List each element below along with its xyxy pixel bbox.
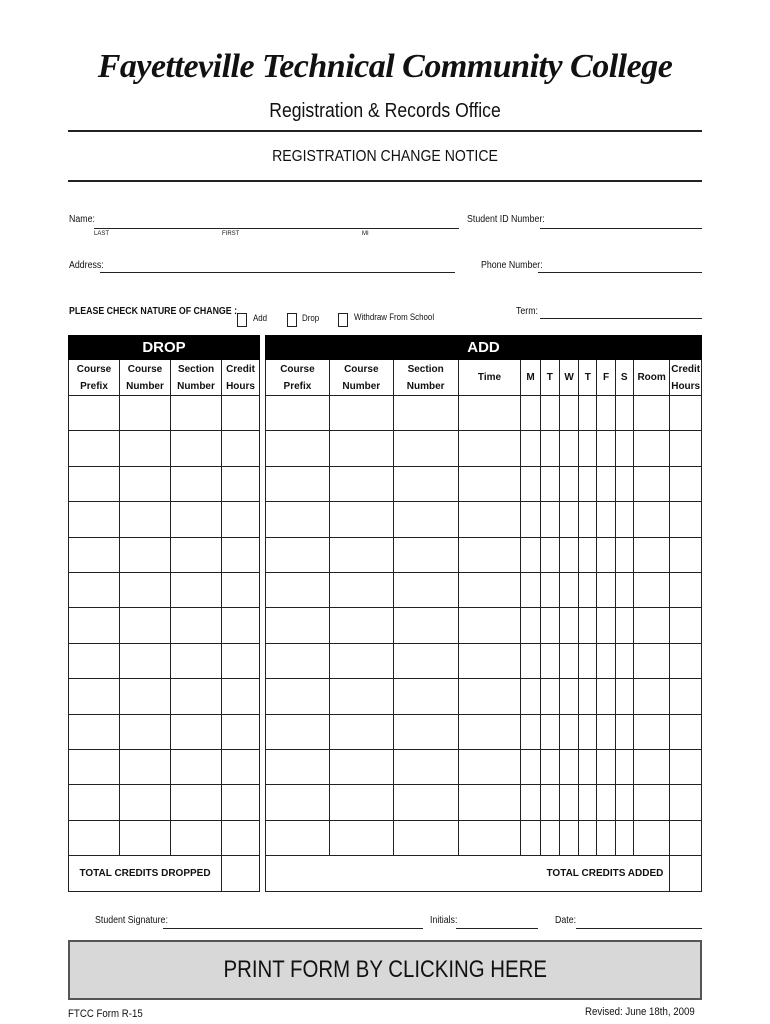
add-cell[interactable] <box>670 679 702 714</box>
drop-cell[interactable] <box>69 679 120 714</box>
add-cell[interactable] <box>633 466 669 501</box>
add-cell[interactable] <box>615 785 633 820</box>
drop-cell[interactable] <box>69 431 120 466</box>
add-cell[interactable] <box>615 537 633 572</box>
date-label: Date: <box>555 915 577 926</box>
add-cell[interactable] <box>597 431 615 466</box>
add-cell[interactable] <box>329 820 393 855</box>
drop-cell[interactable] <box>69 820 120 855</box>
initials-field[interactable] <box>456 928 538 929</box>
drop-col-credit-hours: Credit Hours <box>222 360 260 396</box>
add-cell[interactable] <box>670 643 702 678</box>
add-cell[interactable] <box>633 679 669 714</box>
add-cell[interactable] <box>615 820 633 855</box>
add-cell[interactable] <box>615 608 633 643</box>
add-cell[interactable] <box>540 820 559 855</box>
add-row <box>266 714 702 749</box>
drop-cell[interactable] <box>120 749 171 784</box>
drop-row <box>69 608 260 643</box>
add-cell[interactable] <box>458 431 521 466</box>
initials-label: Initials: <box>430 915 458 926</box>
drop-cell[interactable] <box>69 608 120 643</box>
add-cell[interactable] <box>393 431 458 466</box>
add-cell[interactable] <box>521 785 540 820</box>
add-cell[interactable] <box>458 643 521 678</box>
add-cell[interactable] <box>329 572 393 607</box>
add-cell[interactable] <box>615 643 633 678</box>
add-cell[interactable] <box>458 679 521 714</box>
add-cell[interactable] <box>559 431 578 466</box>
add-cell[interactable] <box>393 608 458 643</box>
add-cell[interactable] <box>579 785 597 820</box>
add-cell[interactable] <box>597 820 615 855</box>
add-cell[interactable] <box>633 749 669 784</box>
drop-cell[interactable] <box>69 396 120 431</box>
add-cell[interactable] <box>670 714 702 749</box>
add-col-sat: S <box>615 360 633 396</box>
add-cell[interactable] <box>329 749 393 784</box>
add-cell[interactable] <box>266 431 330 466</box>
drop-cell[interactable] <box>69 643 120 678</box>
add-cell[interactable] <box>393 820 458 855</box>
add-cell[interactable] <box>329 643 393 678</box>
drop-cell[interactable] <box>120 608 171 643</box>
address-field[interactable] <box>100 272 455 273</box>
add-cell[interactable] <box>458 572 521 607</box>
add-cell[interactable] <box>579 679 597 714</box>
add-col-fri: F <box>597 360 615 396</box>
add-cell[interactable] <box>670 749 702 784</box>
add-cell[interactable] <box>521 537 540 572</box>
drop-cell[interactable] <box>171 643 222 678</box>
add-cell[interactable] <box>521 608 540 643</box>
phone-label: Phone Number: <box>481 260 543 271</box>
add-checkbox[interactable] <box>237 313 247 327</box>
add-cell[interactable] <box>670 466 702 501</box>
student-id-field[interactable] <box>540 228 702 229</box>
add-cell[interactable] <box>521 396 540 431</box>
drop-cell[interactable] <box>171 608 222 643</box>
add-cell[interactable] <box>633 714 669 749</box>
drop-row <box>69 749 260 784</box>
drop-cell[interactable] <box>222 643 260 678</box>
add-col-course-prefix: Course Prefix <box>266 360 330 396</box>
add-cell[interactable] <box>521 502 540 537</box>
add-cell[interactable] <box>393 396 458 431</box>
add-table <box>265 335 702 892</box>
add-option-label: Add <box>253 313 268 323</box>
drop-cell[interactable] <box>171 466 222 501</box>
drop-cell[interactable] <box>69 749 120 784</box>
add-col-mon: M <box>521 360 540 396</box>
add-cell[interactable] <box>559 643 578 678</box>
add-col-credit-hours: Credit Hours <box>670 360 702 396</box>
total-credits-dropped-cell[interactable] <box>222 856 260 892</box>
add-cell[interactable] <box>597 785 615 820</box>
add-cell[interactable] <box>559 537 578 572</box>
add-cell[interactable] <box>670 785 702 820</box>
add-cell[interactable] <box>458 396 521 431</box>
drop-cell[interactable] <box>120 820 171 855</box>
add-cell[interactable] <box>521 466 540 501</box>
drop-cell[interactable] <box>222 608 260 643</box>
add-cell[interactable] <box>597 749 615 784</box>
add-cell[interactable] <box>458 749 521 784</box>
add-cell[interactable] <box>540 396 559 431</box>
drop-cell[interactable] <box>222 820 260 855</box>
add-cell[interactable] <box>559 608 578 643</box>
drop-row <box>69 572 260 607</box>
add-cell[interactable] <box>597 608 615 643</box>
add-col-thu: T <box>579 360 597 396</box>
total-credits-dropped-label: TOTAL CREDITS DROPPED <box>69 856 222 892</box>
drop-table <box>68 335 260 892</box>
drop-cell[interactable] <box>171 679 222 714</box>
add-cell[interactable] <box>393 537 458 572</box>
drop-row <box>69 785 260 820</box>
add-cell[interactable] <box>393 502 458 537</box>
add-row <box>266 749 702 784</box>
drop-option-label: Drop <box>302 313 320 323</box>
drop-row <box>69 537 260 572</box>
add-cell[interactable] <box>540 572 559 607</box>
add-cell[interactable] <box>266 679 330 714</box>
add-cell[interactable] <box>615 396 633 431</box>
add-cell[interactable] <box>579 502 597 537</box>
add-cell[interactable] <box>329 466 393 501</box>
add-cell[interactable] <box>540 679 559 714</box>
drop-cell[interactable] <box>120 502 171 537</box>
drop-cell[interactable] <box>120 679 171 714</box>
add-cell[interactable] <box>521 749 540 784</box>
add-cell[interactable] <box>559 396 578 431</box>
add-cell[interactable] <box>266 502 330 537</box>
add-cell[interactable] <box>458 785 521 820</box>
add-cell[interactable] <box>670 502 702 537</box>
drop-cell[interactable] <box>120 572 171 607</box>
add-cell[interactable] <box>615 502 633 537</box>
add-cell[interactable] <box>579 749 597 784</box>
drop-cell[interactable] <box>222 714 260 749</box>
add-col-course-number: Course Number <box>329 360 393 396</box>
drop-row <box>69 466 260 501</box>
add-cell[interactable] <box>633 572 669 607</box>
add-cell[interactable] <box>266 820 330 855</box>
add-cell[interactable] <box>670 431 702 466</box>
add-cell[interactable] <box>579 820 597 855</box>
drop-cell[interactable] <box>171 537 222 572</box>
drop-cell[interactable] <box>222 679 260 714</box>
add-cell[interactable] <box>615 749 633 784</box>
add-row <box>266 608 702 643</box>
drop-row <box>69 714 260 749</box>
add-cell[interactable] <box>329 714 393 749</box>
drop-cell[interactable] <box>120 396 171 431</box>
add-col-wed: W <box>559 360 578 396</box>
student-id-label: Student ID Number: <box>467 214 545 225</box>
drop-row <box>69 502 260 537</box>
add-cell[interactable] <box>559 820 578 855</box>
drop-cell[interactable] <box>120 643 171 678</box>
add-cell[interactable] <box>266 714 330 749</box>
drop-cell[interactable] <box>69 572 120 607</box>
drop-cell[interactable] <box>69 785 120 820</box>
drop-col-course-number: Course Number <box>120 360 171 396</box>
add-cell[interactable] <box>579 572 597 607</box>
add-cell[interactable] <box>540 537 559 572</box>
student-signature-label: Student Signature: <box>95 915 168 926</box>
drop-cell[interactable] <box>120 466 171 501</box>
add-cell[interactable] <box>329 431 393 466</box>
name-label: Name: <box>69 214 95 225</box>
drop-cell[interactable] <box>222 431 260 466</box>
add-cell[interactable] <box>579 396 597 431</box>
add-cell[interactable] <box>670 396 702 431</box>
add-cell[interactable] <box>633 502 669 537</box>
drop-cell[interactable] <box>171 785 222 820</box>
add-cell[interactable] <box>329 608 393 643</box>
last-caption: LAST <box>94 231 110 237</box>
drop-cell[interactable] <box>222 396 260 431</box>
add-cell[interactable] <box>540 749 559 784</box>
add-cell[interactable] <box>579 643 597 678</box>
office-title: Registration & Records Office <box>269 100 501 122</box>
add-cell[interactable] <box>393 749 458 784</box>
drop-col-section-number: Section Number <box>171 360 222 396</box>
drop-cell[interactable] <box>120 785 171 820</box>
add-cell[interactable] <box>521 820 540 855</box>
add-cell[interactable] <box>615 431 633 466</box>
add-row <box>266 502 702 537</box>
drop-cell[interactable] <box>171 572 222 607</box>
drop-cell[interactable] <box>222 537 260 572</box>
add-cell[interactable] <box>393 785 458 820</box>
add-cell[interactable] <box>633 431 669 466</box>
add-cell[interactable] <box>458 714 521 749</box>
total-credits-added-label: TOTAL CREDITS ADDED <box>266 856 670 892</box>
add-cell[interactable] <box>597 572 615 607</box>
add-cell[interactable] <box>521 714 540 749</box>
drop-cell[interactable] <box>120 431 171 466</box>
add-cell[interactable] <box>633 785 669 820</box>
add-cell[interactable] <box>540 466 559 501</box>
drop-cell[interactable] <box>171 431 222 466</box>
nature-label: PLEASE CHECK NATURE OF CHANGE : <box>69 306 238 317</box>
name-field[interactable] <box>94 228 459 229</box>
add-cell[interactable] <box>393 714 458 749</box>
add-cell[interactable] <box>579 466 597 501</box>
add-cell[interactable] <box>559 466 578 501</box>
drop-header: DROP <box>69 336 260 360</box>
add-cell[interactable] <box>559 749 578 784</box>
add-cell[interactable] <box>266 396 330 431</box>
add-cell[interactable] <box>615 466 633 501</box>
drop-col-course-prefix: Course Prefix <box>69 360 120 396</box>
add-cell[interactable] <box>633 643 669 678</box>
add-cell[interactable] <box>393 466 458 501</box>
divider <box>68 180 702 182</box>
add-col-tue: T <box>540 360 559 396</box>
add-cell[interactable] <box>266 608 330 643</box>
add-cell[interactable] <box>670 537 702 572</box>
add-cell[interactable] <box>579 714 597 749</box>
revised-date: Revised: June 18th, 2009 <box>585 1006 695 1018</box>
add-row <box>266 643 702 678</box>
add-cell[interactable] <box>597 679 615 714</box>
add-row <box>266 396 702 431</box>
drop-cell[interactable] <box>171 749 222 784</box>
add-row <box>266 820 702 855</box>
add-cell[interactable] <box>597 502 615 537</box>
phone-field[interactable] <box>538 272 702 273</box>
drop-row <box>69 431 260 466</box>
drop-cell[interactable] <box>69 537 120 572</box>
add-cell[interactable] <box>540 785 559 820</box>
drop-row <box>69 679 260 714</box>
add-cell[interactable] <box>633 396 669 431</box>
term-label: Term: <box>516 306 538 317</box>
drop-cell[interactable] <box>222 785 260 820</box>
college-logo: Fayetteville Technical Community College <box>97 48 673 85</box>
add-cell[interactable] <box>540 431 559 466</box>
drop-cell[interactable] <box>171 396 222 431</box>
add-cell[interactable] <box>540 608 559 643</box>
print-form-button[interactable]: PRINT FORM BY CLICKING HERE <box>68 940 702 1000</box>
add-cell[interactable] <box>329 785 393 820</box>
date-field[interactable] <box>576 928 702 929</box>
add-cell[interactable] <box>266 466 330 501</box>
drop-cell[interactable] <box>120 537 171 572</box>
add-cell[interactable] <box>521 679 540 714</box>
add-cell[interactable] <box>266 785 330 820</box>
add-cell[interactable] <box>615 572 633 607</box>
add-cell[interactable] <box>597 714 615 749</box>
drop-cell[interactable] <box>222 572 260 607</box>
add-cell[interactable] <box>579 537 597 572</box>
student-signature-field[interactable] <box>163 928 423 929</box>
add-cell[interactable] <box>393 679 458 714</box>
add-cell[interactable] <box>458 466 521 501</box>
add-cell[interactable] <box>393 572 458 607</box>
drop-row <box>69 820 260 855</box>
drop-cell[interactable] <box>222 502 260 537</box>
drop-checkbox[interactable] <box>287 313 297 327</box>
add-cell[interactable] <box>597 537 615 572</box>
add-cell[interactable] <box>266 643 330 678</box>
add-cell[interactable] <box>521 431 540 466</box>
add-col-time: Time <box>458 360 521 396</box>
first-caption: FIRST <box>222 231 240 237</box>
add-header: ADD <box>266 336 702 360</box>
drop-cell[interactable] <box>171 714 222 749</box>
form-id: FTCC Form R-15 <box>68 1008 143 1020</box>
form-title: REGISTRATION CHANGE NOTICE <box>272 148 498 165</box>
add-cell[interactable] <box>559 714 578 749</box>
drop-cell[interactable] <box>171 502 222 537</box>
drop-cell[interactable] <box>69 714 120 749</box>
add-cell[interactable] <box>597 466 615 501</box>
add-cell[interactable] <box>458 608 521 643</box>
add-cell[interactable] <box>458 820 521 855</box>
add-cell[interactable] <box>521 572 540 607</box>
drop-cell[interactable] <box>69 466 120 501</box>
add-cell[interactable] <box>329 679 393 714</box>
add-cell[interactable] <box>597 643 615 678</box>
add-cell[interactable] <box>458 502 521 537</box>
add-cell[interactable] <box>633 820 669 855</box>
add-cell[interactable] <box>266 749 330 784</box>
add-cell[interactable] <box>393 643 458 678</box>
add-cell[interactable] <box>597 396 615 431</box>
total-credits-added-cell[interactable] <box>670 856 702 892</box>
drop-cell[interactable] <box>222 749 260 784</box>
add-cell[interactable] <box>670 572 702 607</box>
add-cell[interactable] <box>329 396 393 431</box>
withdraw-checkbox[interactable] <box>338 313 348 327</box>
add-row <box>266 785 702 820</box>
address-label: Address: <box>69 260 104 271</box>
add-cell[interactable] <box>540 502 559 537</box>
add-cell[interactable] <box>521 643 540 678</box>
add-cell[interactable] <box>540 714 559 749</box>
withdraw-option-label: Withdraw From School <box>354 312 435 322</box>
add-row <box>266 537 702 572</box>
add-cell[interactable] <box>559 679 578 714</box>
add-cell[interactable] <box>579 608 597 643</box>
drop-cell[interactable] <box>120 714 171 749</box>
drop-row <box>69 643 260 678</box>
add-cell[interactable] <box>266 572 330 607</box>
add-cell[interactable] <box>615 679 633 714</box>
add-cell[interactable] <box>266 537 330 572</box>
add-col-room: Room <box>633 360 669 396</box>
drop-cell[interactable] <box>222 466 260 501</box>
mi-caption: MI <box>362 231 369 237</box>
add-cell[interactable] <box>458 537 521 572</box>
add-cell[interactable] <box>615 714 633 749</box>
add-row <box>266 431 702 466</box>
add-cell[interactable] <box>540 643 559 678</box>
add-cell[interactable] <box>633 537 669 572</box>
divider <box>68 130 702 132</box>
add-cell[interactable] <box>633 608 669 643</box>
add-col-section-number: Section Number <box>393 360 458 396</box>
drop-row <box>69 396 260 431</box>
drop-cell[interactable] <box>171 820 222 855</box>
add-row <box>266 466 702 501</box>
term-field[interactable] <box>540 318 702 319</box>
add-row <box>266 572 702 607</box>
add-cell[interactable] <box>670 608 702 643</box>
add-cell[interactable] <box>329 537 393 572</box>
add-cell[interactable] <box>559 502 578 537</box>
add-cell[interactable] <box>670 820 702 855</box>
add-cell[interactable] <box>579 431 597 466</box>
add-cell[interactable] <box>329 502 393 537</box>
add-row <box>266 679 702 714</box>
add-cell[interactable] <box>559 785 578 820</box>
drop-cell[interactable] <box>69 502 120 537</box>
add-cell[interactable] <box>559 572 578 607</box>
